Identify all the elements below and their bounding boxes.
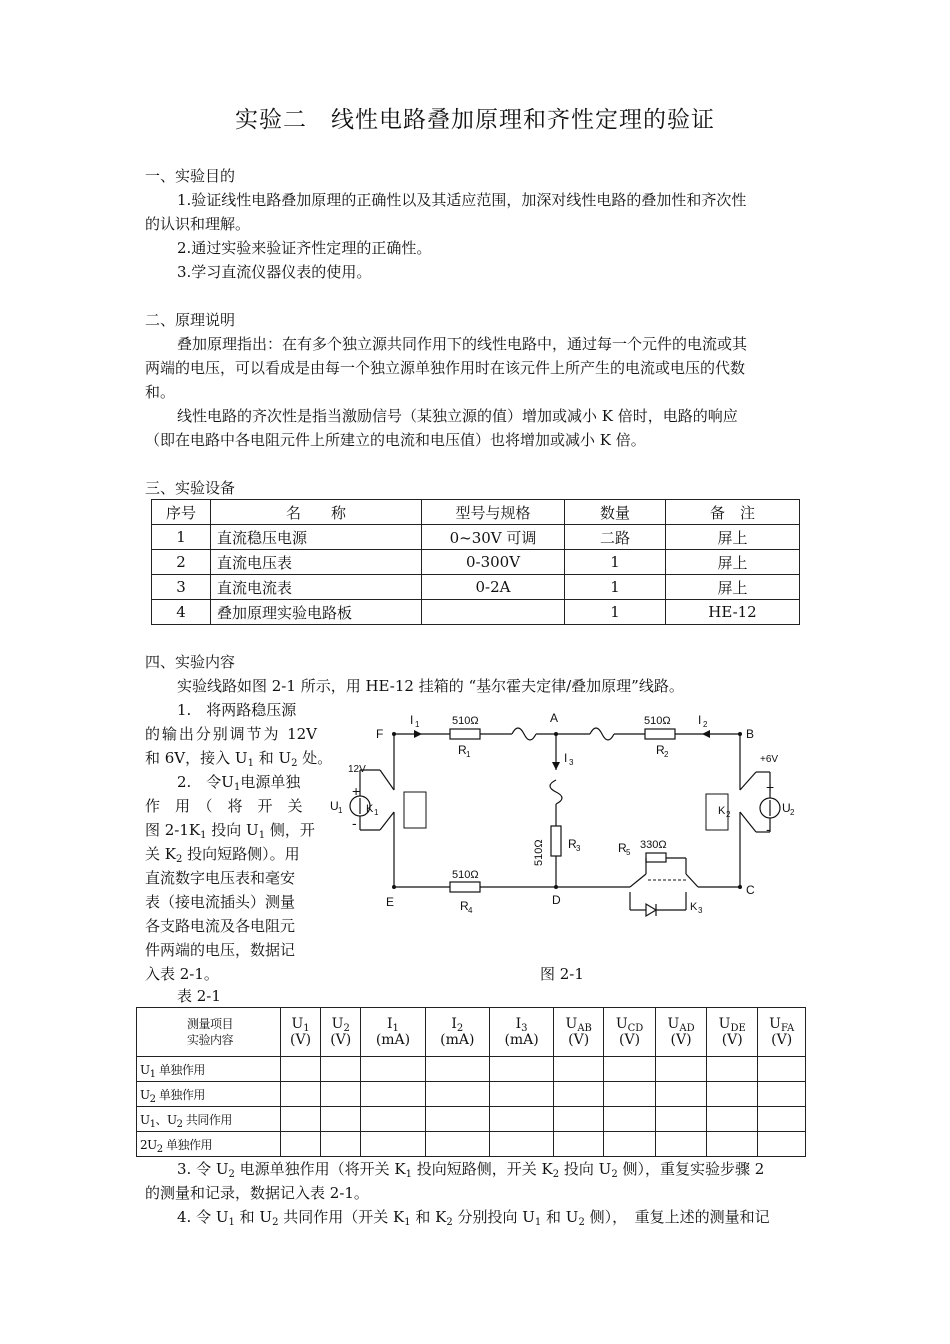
node-label-f: F	[376, 727, 384, 741]
table-row	[152, 575, 800, 600]
resistor-label-r5: R	[618, 841, 627, 855]
step2-line4: 关 $K_2$ 投向短路侧）。用	[145, 845, 300, 865]
data-cell[interactable]	[758, 1132, 806, 1157]
resistor-label-r1: R	[458, 743, 467, 757]
short-path	[404, 792, 426, 828]
measurement-header-row	[137, 1008, 806, 1057]
data-cell[interactable]	[489, 1057, 553, 1082]
data-cell[interactable]	[321, 1057, 361, 1082]
col-header: $I_2$ (mA)	[425, 1008, 489, 1057]
data-cell[interactable]	[656, 1057, 707, 1082]
data-cell[interactable]	[656, 1082, 707, 1107]
table-row	[137, 1107, 806, 1132]
node-label-c: C	[746, 883, 755, 897]
data-cell[interactable]	[489, 1107, 553, 1132]
diode-icon	[646, 904, 656, 916]
principle-p1a: 叠加原理指出：在有多个独立源共同作用下的线性电路中，通过每一个元件的电流或其	[177, 335, 748, 353]
resistor-value: 510Ω	[533, 839, 545, 866]
equip-cell: 叠加原理实验电路板	[211, 600, 422, 625]
equip-header-cell: 名 称	[211, 500, 422, 525]
step2-line8: 件两端的电压，数据记	[145, 941, 296, 959]
steps-continued	[145, 1157, 807, 1229]
col-header: $U_2$ (V)	[321, 1008, 361, 1057]
sub-label: 2	[790, 808, 795, 817]
sub-label: 4	[468, 906, 473, 915]
data-cell[interactable]	[281, 1082, 321, 1107]
equipment-table	[151, 499, 800, 625]
plus-sign: +	[766, 779, 775, 795]
data-cell[interactable]	[604, 1057, 656, 1082]
switch-k3	[630, 874, 646, 887]
figure-caption: 图 2-1	[540, 965, 584, 983]
sub-label: 1	[415, 720, 420, 729]
arrow-icon	[702, 730, 710, 738]
section-1-body	[145, 188, 807, 284]
node-label-b: B	[746, 727, 755, 741]
data-cell[interactable]	[425, 1107, 489, 1132]
node-label-a: A	[550, 711, 559, 725]
measurement-table	[136, 1007, 806, 1157]
data-cell[interactable]	[361, 1057, 425, 1082]
sub-label: 1	[466, 750, 471, 759]
objective-2: 2.通过实验来验证齐性定理的正确性。	[177, 239, 432, 257]
data-cell[interactable]	[604, 1107, 656, 1132]
col-header: $U_{CD}$ (V)	[604, 1008, 656, 1057]
resistor-value: 330Ω	[640, 839, 667, 851]
col-header: $I_1$ (mA)	[361, 1008, 425, 1057]
objective-3: 3.学习直流仪器仪表的使用。	[177, 263, 372, 281]
data-cell[interactable]	[758, 1082, 806, 1107]
equip-cell: 屏上	[666, 575, 800, 600]
resistor-value: 510Ω	[452, 869, 479, 881]
table-row	[137, 1082, 806, 1107]
col-header: $U_{FA}$ (V)	[758, 1008, 806, 1057]
current-socket-icon	[550, 780, 562, 804]
row-label: $U_1$、$U_2$ 共同作用	[137, 1107, 281, 1132]
step2-line7: 各支路电流及各电阻元	[145, 917, 296, 935]
data-cell[interactable]	[656, 1107, 707, 1132]
step3-line1: 3. 令 $U_2$ 电源单独作用（将开关 $K_1$ 投向短路侧，开关 $K_2$ 投向 $U_2$ 侧），重复实验步骤 2	[177, 1160, 765, 1180]
source-label-u2: U	[782, 801, 791, 815]
step2-line3: 图 $2-1K_1$ 投向 $U_1$ 侧，开	[145, 821, 315, 841]
sub-label: 3	[698, 906, 703, 915]
minus-sign: -	[766, 821, 771, 837]
equip-cell: 直流稳压电源	[211, 525, 422, 550]
data-cell[interactable]	[281, 1057, 321, 1082]
col-header: $U_1$ (V)	[281, 1008, 321, 1057]
data-cell[interactable]	[281, 1132, 321, 1157]
data-cell[interactable]	[707, 1107, 758, 1132]
equip-cell: 0~30V 可调	[422, 525, 565, 550]
resistor-label-r3: R	[568, 837, 577, 851]
sub-label: 2	[726, 810, 731, 819]
experiment-intro: 实验线路如图 2-1 所示，用 HE-12 挂箱的 “基尔霍夫定律/叠加原理”线路。	[177, 677, 684, 695]
step2-line1: 2. 令$U_1$电源单独	[177, 773, 301, 793]
row-label: $U_2$ 单独作用	[137, 1082, 281, 1107]
equip-cell: 0-300V	[422, 550, 565, 575]
section-2-body	[145, 332, 807, 452]
objective-1b: 的认识和理解。	[145, 215, 251, 233]
circuit-diagram	[330, 700, 810, 940]
principle-p2b: （即在电路中各电阻元件上所建立的电流和电压值）也将增加或减小 K 倍。	[145, 431, 646, 449]
step2-line9: 入表 2-1。	[145, 965, 219, 983]
resistor-value: 510Ω	[644, 715, 671, 727]
principle-p2a: 线性电路的齐次性是指当激励信号（某独立源的值）增加或减小 K 倍时，电路的响应	[177, 407, 738, 425]
section-2-heading: 二、原理说明	[145, 311, 236, 329]
principle-p1b: 两端的电压，可以看成是由每一个独立源单独作用时在该元件上所产生的电流或电压的代数	[145, 359, 746, 377]
equip-cell: 1	[565, 550, 666, 575]
switch-k1	[380, 770, 394, 790]
col-header: $U_{DE}$ (V)	[707, 1008, 758, 1057]
page-title: 实验二 线性电路叠加原理和齐性定理的验证	[235, 107, 715, 133]
resistor-r4	[450, 882, 480, 892]
arrow-icon	[414, 730, 422, 738]
equip-cell: 1	[152, 525, 211, 550]
table-caption: 表 2-1	[177, 987, 221, 1005]
data-cell[interactable]	[707, 1082, 758, 1107]
data-cell[interactable]	[707, 1057, 758, 1082]
current-label-i1: I	[410, 713, 414, 727]
switch-label-k1: K	[366, 803, 374, 815]
source-label-u1: U	[330, 799, 339, 813]
equip-header-cell: 数量	[565, 500, 666, 525]
data-cell[interactable]	[361, 1082, 425, 1107]
data-cell[interactable]	[707, 1132, 758, 1157]
section-3-heading: 三、实验设备	[145, 479, 236, 497]
node-label-d: D	[552, 893, 561, 907]
resistor-r3	[551, 826, 561, 856]
resistor-value: 510Ω	[452, 715, 479, 727]
equip-cell: HE-12	[666, 600, 800, 625]
resistor-r5	[646, 853, 666, 862]
step1-line3: 和 6V，接入 $U_1$ 和 $U_2$ 处。	[145, 749, 333, 769]
principle-p1c: 和。	[145, 383, 176, 401]
data-cell[interactable]	[321, 1107, 361, 1132]
data-cell[interactable]	[604, 1132, 656, 1157]
data-cell[interactable]	[361, 1107, 425, 1132]
current-label-i3: I	[564, 751, 568, 765]
data-cell[interactable]	[425, 1082, 489, 1107]
data-cell[interactable]	[604, 1082, 656, 1107]
data-cell[interactable]	[425, 1132, 489, 1157]
step3-line2: 的测量和记录，数据记入表 2-1。	[145, 1184, 369, 1202]
sub-label: 3	[576, 844, 581, 853]
data-cell[interactable]	[758, 1057, 806, 1082]
sub-label: 1	[374, 808, 379, 817]
voltage-label-6v: +6V	[760, 754, 779, 765]
data-cell[interactable]	[656, 1132, 707, 1157]
col-header: $U_{AB}$ (V)	[554, 1008, 604, 1057]
data-cell[interactable]	[554, 1107, 604, 1132]
data-cell[interactable]	[489, 1082, 553, 1107]
table-row	[137, 1132, 806, 1157]
equip-cell: 二路	[565, 525, 666, 550]
resistor-label-r2: R	[656, 743, 665, 757]
equip-cell: 直流电流表	[211, 575, 422, 600]
equipment-header-row	[152, 500, 800, 525]
current-socket-icon	[512, 728, 536, 740]
header-measure-item: 测量项目	[186, 1017, 233, 1031]
data-cell[interactable]	[361, 1132, 425, 1157]
step2-line5: 直流数字电压表和毫安	[145, 869, 296, 887]
objective-1a: 1.验证线性电路叠加原理的正确性以及其适应范围，加深对线性电路的叠加性和齐次性	[177, 191, 747, 209]
table-row	[152, 525, 800, 550]
equip-cell: 0-2A	[422, 575, 565, 600]
data-cell[interactable]	[489, 1132, 553, 1157]
section-1-heading: 一、实验目的	[145, 167, 236, 185]
resistor-r2	[645, 729, 675, 739]
equip-cell: 4	[152, 600, 211, 625]
data-cell[interactable]	[554, 1082, 604, 1107]
data-cell[interactable]	[321, 1132, 361, 1157]
current-label-i2: I	[698, 713, 702, 727]
sub-label: 2	[703, 720, 708, 729]
col-header: $I_3$ (mA)	[489, 1008, 553, 1057]
equip-cell: 1	[565, 575, 666, 600]
step4-line1: 4. 令 $U_1$ 和 $U_2$ 共同作用（开关 $K_1$ 和 $K_2$ 分别投向 $U_1$ 和 $U_2$ 侧）， 重复上述的测量和记	[177, 1208, 770, 1228]
equip-cell	[422, 600, 565, 625]
equip-cell: 直流电压表	[211, 550, 422, 575]
table-row	[152, 550, 800, 575]
switch-k2	[740, 772, 756, 790]
sub-label: 3	[569, 758, 574, 767]
plus-sign: +	[352, 783, 361, 799]
equip-header-cell: 型号与规格	[422, 500, 565, 525]
equip-header-cell: 序号	[152, 500, 211, 525]
row-label: $U_1$ 单独作用	[137, 1057, 281, 1082]
data-cell[interactable]	[758, 1107, 806, 1132]
sub-label: 5	[626, 848, 631, 857]
header-left-cell	[137, 1008, 281, 1057]
switch-label-k2: K	[718, 805, 726, 817]
step2-line2: 作 用 （ 将 开 关	[145, 797, 303, 815]
steps-column	[145, 698, 333, 986]
equip-cell: 3	[152, 575, 211, 600]
equip-cell: 屏上	[666, 550, 800, 575]
voltage-label-12v: 12V	[348, 764, 366, 775]
step2-line6: 表（接电流插头）测量	[145, 893, 296, 911]
data-cell[interactable]	[321, 1082, 361, 1107]
sub-label: 2	[664, 750, 669, 759]
equip-cell: 1	[565, 600, 666, 625]
resistor-r1	[450, 729, 480, 739]
data-cell[interactable]	[554, 1132, 604, 1157]
data-cell[interactable]	[281, 1107, 321, 1132]
resistor-label-r4: R	[460, 899, 469, 913]
equip-cell: 2	[152, 550, 211, 575]
current-socket-icon	[590, 728, 614, 740]
data-cell[interactable]	[425, 1057, 489, 1082]
sub-label: 1	[338, 806, 343, 815]
section-4-heading: 四、实验内容	[145, 653, 236, 671]
col-header: $U_{AD}$ (V)	[656, 1008, 707, 1057]
step1-line2: 的输出分别调节为 12V	[145, 725, 317, 743]
node-label-e: E	[386, 895, 395, 909]
arrow-icon	[552, 762, 560, 770]
switch-label-k3: K	[690, 901, 698, 913]
step1-line1: 1. 将两路稳压源	[177, 701, 297, 719]
row-label: $2U_2$ 单独作用	[137, 1132, 281, 1157]
table-row	[152, 600, 800, 625]
data-cell[interactable]	[554, 1057, 604, 1082]
table-row	[137, 1057, 806, 1082]
equip-header-cell: 备 注	[666, 500, 800, 525]
equip-cell: 屏上	[666, 525, 800, 550]
minus-sign: -	[352, 815, 357, 831]
header-experiment-content: 实验内容	[186, 1033, 233, 1047]
